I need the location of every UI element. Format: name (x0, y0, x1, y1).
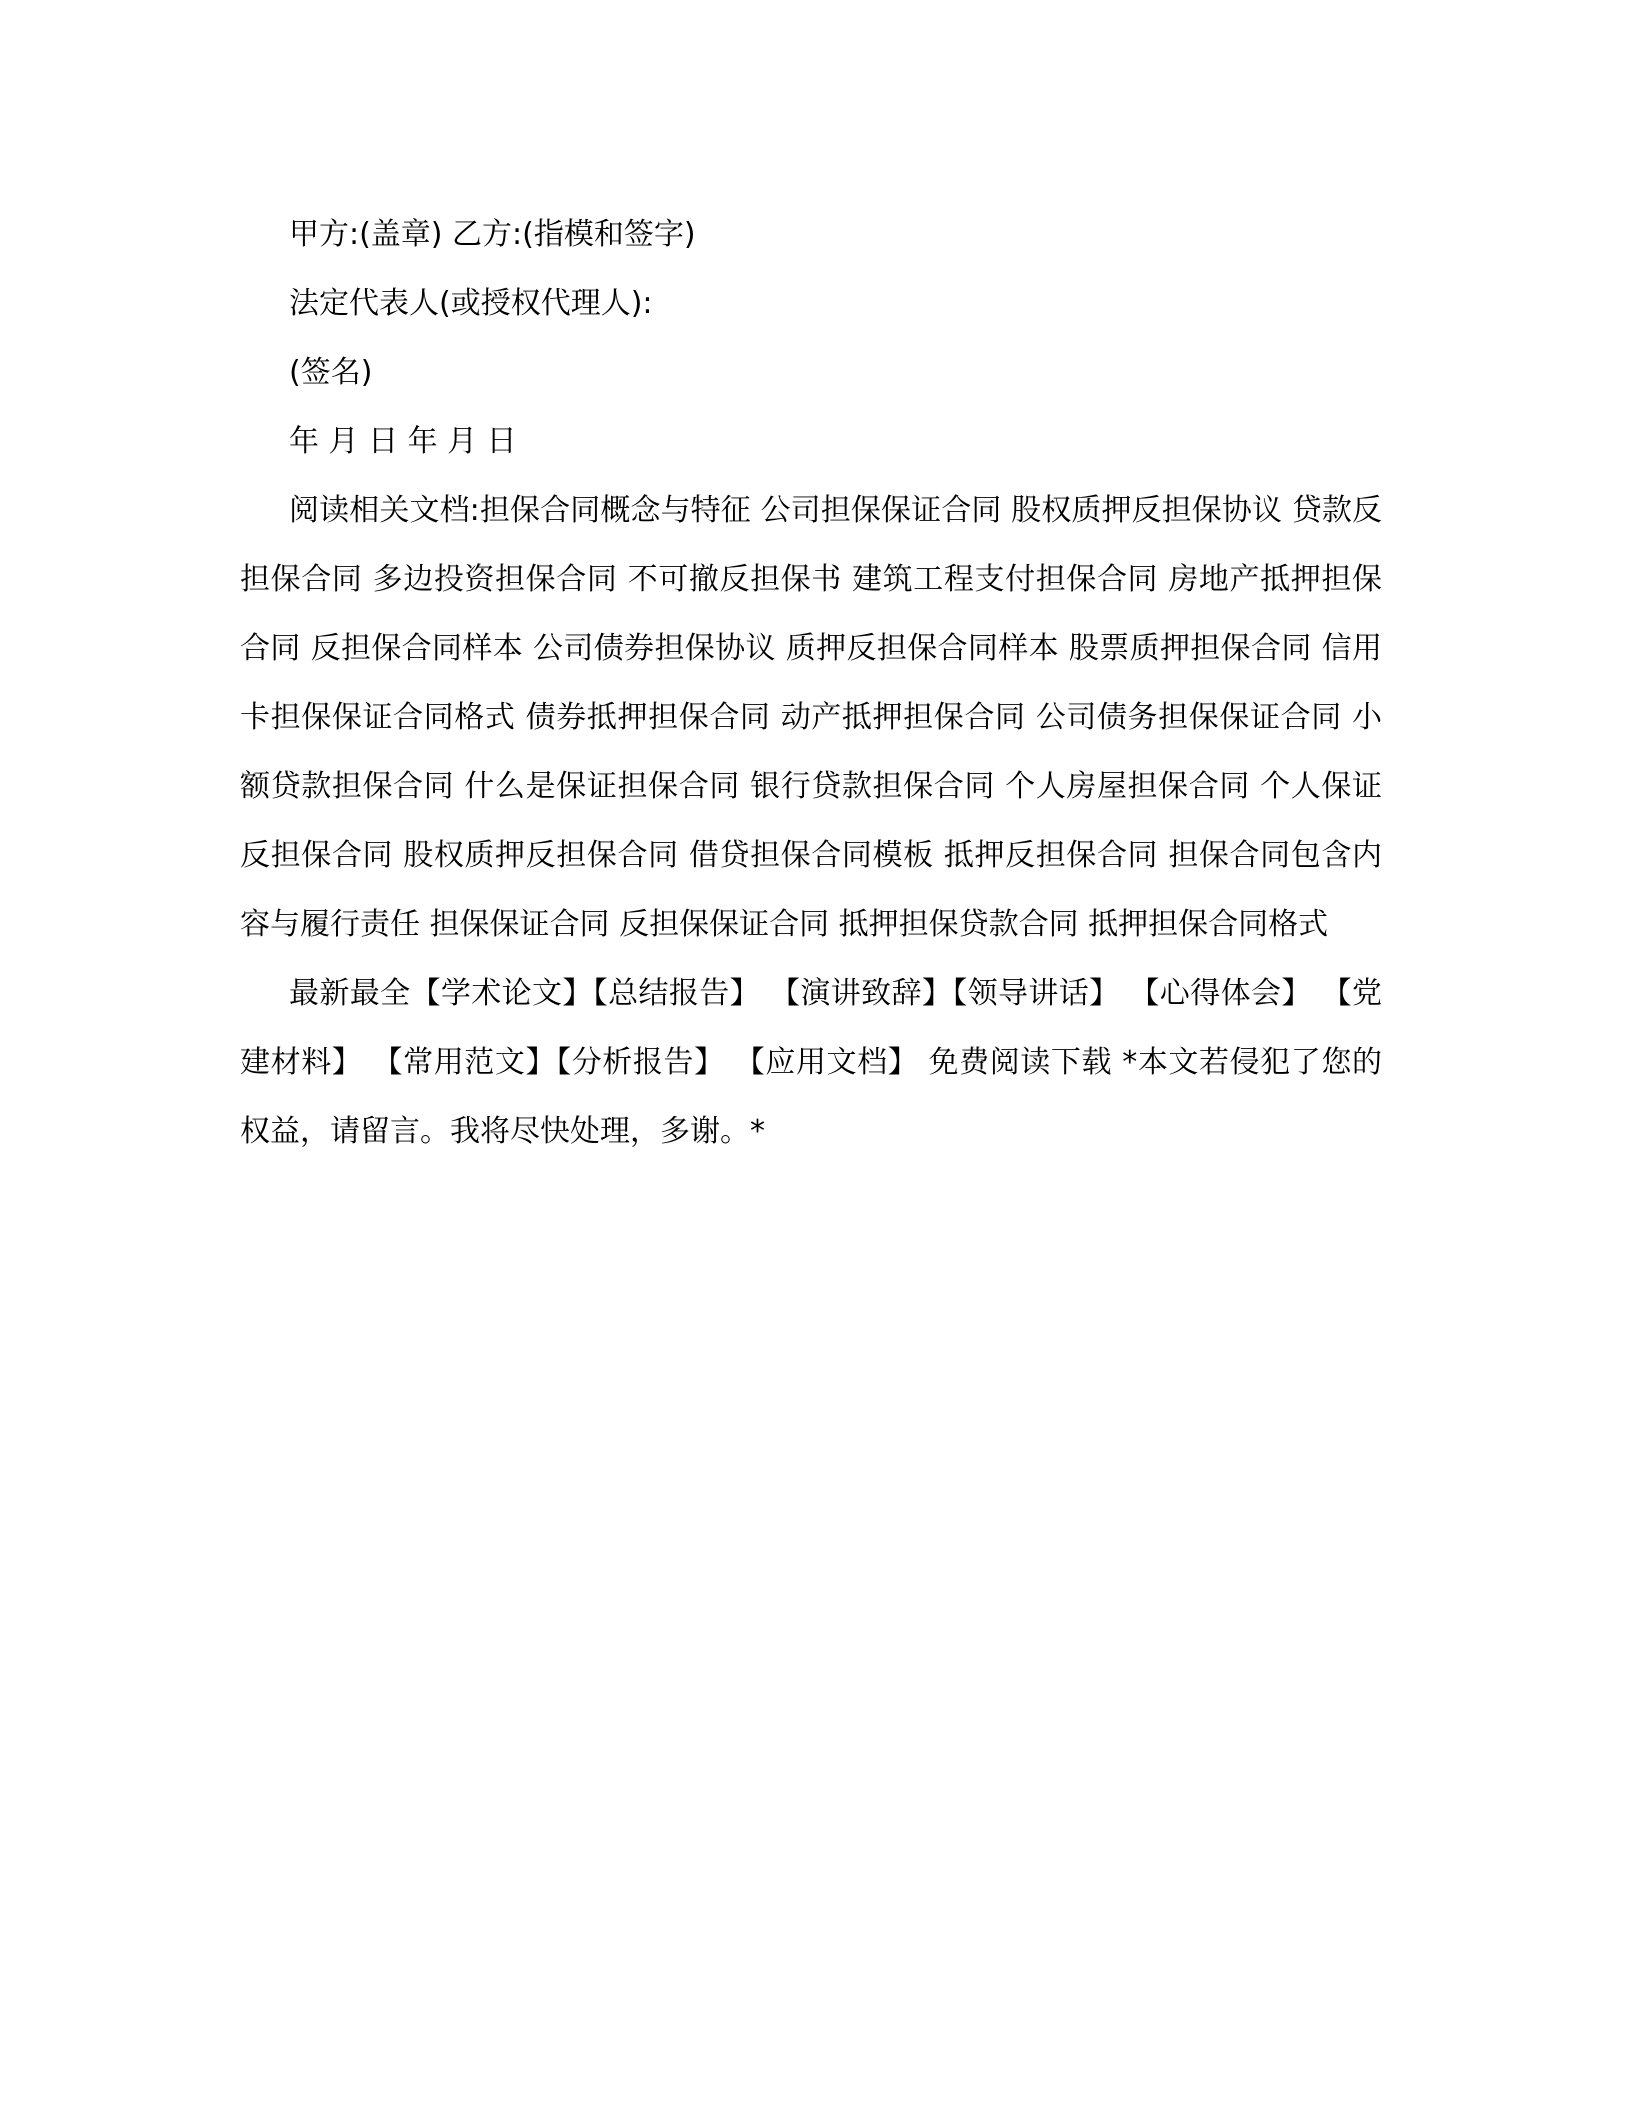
document-body (240, 200, 1382, 1166)
signature-line: (签名) (289, 355, 373, 390)
footer-notice-paragraph: 最新最全【学术论文】【总结报告】 【演讲致辞】【领导讲话】 【心得体会】 【党建材料】 【常用范文】【分析报告】 【应用文档】 免费阅读下载 *本文若侵犯了您的权益，请留言。我将尽快处理，多谢。* (240, 976, 1382, 1149)
date-line: 年 月 日 年 月 日 (289, 424, 517, 459)
legal-representative-line: 法定代表人(或授权代理人): (289, 286, 653, 321)
parties-line: 甲方:(盖章) 乙方:(指模和签字) (289, 217, 696, 252)
related-documents-paragraph: 阅读相关文档:担保合同概念与特征 公司担保保证合同 股权质押反担保协议 贷款反担保合同 多边投资担保合同 不可撤反担保书 建筑工程支付担保合同 房地产抵押担保合同 反担保合同样本 公司债券担保协议 质押反担保合同样本 股票质押担保合同 信用卡担保保证合同格式 债券抵押担保合同 动产抵押担保合同 公司债务担保保证合同 小额贷款担保合同 什么是保证担保合同 银行贷款担保合同 个人房屋担保合同 个人保证反担保合同 股权质押反担保合同 借贷担保合同模板 抵押反担保合同 担保合同包含内容与履行责任 担保保证合同 反担保保证合同 抵押担保贷款合同 抵押担保合同格式 (240, 493, 1382, 942)
